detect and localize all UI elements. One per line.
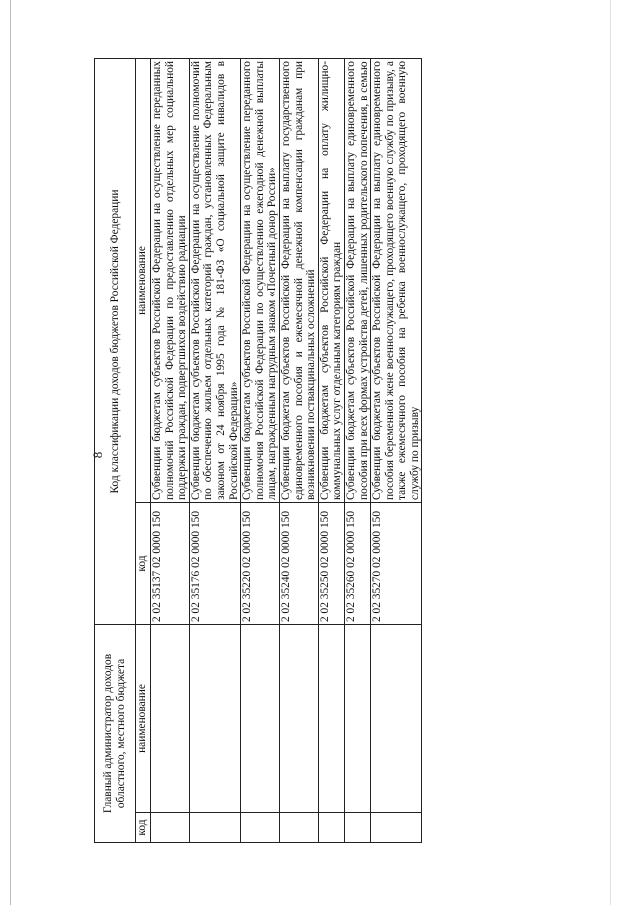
admin-code-cell [344,813,370,843]
budget-name-cell: Субвенции бюджетам субъектов Российской Федерации на осуществление полномочий по обеспечению жильем отдельных категорий граждан, установленных Федеральным законом от 24 ноября 1995 года № 181-ФЗ «О социальной защите инвалидов в Российской Федерации» [189,59,240,503]
admin-name-cell [189,625,240,813]
revenue-classification-table [94,58,422,843]
admin-code-cell [318,813,344,843]
admin-name-cell [151,625,190,813]
admin-code-cell [279,813,318,843]
budget-code-cell: 2 02 35220 02 0000 150 [241,503,280,625]
table-header-row [95,59,136,843]
admin-name-cell [279,625,318,813]
admin-name-cell [371,625,422,813]
subheader-admin-name: наименование [136,625,151,813]
budget-name-cell: Субвенции бюджетам субъектов Российской Федерации на выплату государственного единовременного пособия и ежемесячной денежной компенсации гражданам при возникновении поствакцинальных осложнений [279,59,318,503]
admin-code-cell [371,813,422,843]
table-subheader-row [136,59,151,843]
budget-name-cell: Субвенции бюджетам субъектов Российской Федерации на оплату жилищно-коммунальных услуг отдельным категориям граждан [318,59,344,503]
budget-code-cell: 2 02 35176 02 0000 150 [189,503,240,625]
admin-name-cell [344,625,370,813]
page-number: 8 [90,451,105,459]
admin-code-cell [189,813,240,843]
table-row [371,59,422,843]
table-row [241,59,280,843]
table-row [318,59,344,843]
subheader-admin-code: код [136,813,151,843]
header-chief-administrator: Главный администратор доходов областного, местного бюджета [95,625,136,843]
table-row [344,59,370,843]
admin-name-cell [318,625,344,813]
subheader-budget-name: наименование [136,59,151,503]
scan-border-left [10,0,11,905]
budget-name-cell: Субвенции бюджетам субъектов Российской Федерации на осуществление переданных полномочий Российской Федерации по предоставлению отдельных мер социальной поддержки граждан, подвергшихся воздействию радиации [151,59,190,503]
table-row [189,59,240,843]
budget-name-cell: Субвенции бюджетам субъектов Российской Федерации на выплату единовременного пособия при всех формах устройства детей, лишенных родительского попечения, в семью [344,59,370,503]
header-classification-code: Код классификации доходов бюджетов Российской Федерации [95,59,136,625]
document-body [94,59,574,843]
admin-code-cell [241,813,280,843]
budget-code-cell: 2 02 35240 02 0000 150 [279,503,318,625]
budget-name-cell: Субвенции бюджетам субъектов Российской Федерации на выплату единовременного пособия беременной жене военнослужащего, проходящего военную службу по призыву, а также ежемесячного пособия на ребенка военнослужащего, проходящего военную службу по призыву [371,59,422,503]
subheader-budget-code: код [136,503,151,625]
budget-code-cell: 2 02 35260 02 0000 150 [344,503,370,625]
budget-code-cell: 2 02 35250 02 0000 150 [318,503,344,625]
budget-name-cell: Субвенции бюджетам субъектов Российской Федерации на осуществление переданного полномочия Российской Федерации по осуществлению ежегодной денежной выплаты лицам, награжденным нагрудным знаком «Почетный донор России» [241,59,280,503]
admin-code-cell [151,813,190,843]
table-row [151,59,190,843]
admin-name-cell [241,625,280,813]
scan-border-right [610,0,611,905]
budget-code-cell: 2 02 35270 02 0000 150 [371,503,422,625]
table-row [279,59,318,843]
budget-code-cell: 2 02 35137 02 0000 150 [151,503,190,625]
